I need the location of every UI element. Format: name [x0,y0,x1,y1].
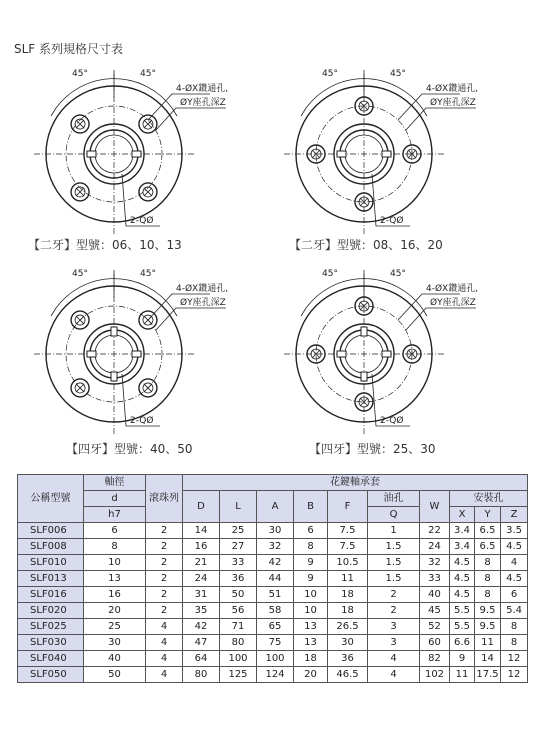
spline-groove [337,151,346,157]
angle-tick [301,108,306,116]
table-cell: 32 [257,539,294,555]
table-cell: 36 [220,571,257,587]
model-cell: SLF016 [18,587,84,603]
angle-label-left: 45° [72,269,88,279]
oil-hole-label: 2-QØ [380,216,404,226]
spec-table [17,474,528,683]
table-cell: 25 [84,619,146,635]
table-cell: 6.5 [475,523,501,539]
table-cell: 1.5 [368,555,420,571]
table-cell: 3.4 [450,539,475,555]
header-D: D [183,491,220,523]
table-cell: 60 [420,635,450,651]
header-L: L [220,491,257,523]
table-cell: 20 [294,667,328,683]
table-cell: 7.5 [328,539,368,555]
model-cell: SLF050 [18,667,84,683]
table-cell: 17.5 [475,667,501,683]
angle-label-right: 45° [140,69,156,79]
diagram-caption: 【四牙】型號：40、50 [66,442,193,456]
flange-diagram-two-hole-a [20,58,280,238]
table-cell: 9 [450,651,475,667]
table-cell: 6.6 [450,635,475,651]
table-cell: 44 [257,571,294,587]
table-cell: 30 [84,635,146,651]
table-cell: 50 [220,587,257,603]
table-cell: 42 [183,619,220,635]
table-cell: 2 [368,587,420,603]
table-cell: 8 [501,619,528,635]
table-cell: 14 [475,651,501,667]
table-cell: 4 [368,667,420,683]
table-row [18,555,528,571]
oil-hole-label: 2-QØ [130,416,154,426]
table-cell: 75 [257,635,294,651]
table-cell: 8 [475,555,501,571]
table-cell: 2 [146,571,183,587]
model-cell: SLF040 [18,651,84,667]
table-cell: 12 [501,651,528,667]
table-cell: 4.5 [450,571,475,587]
diagram-caption: 【四牙】型號：25、30 [309,442,436,456]
table-row [18,667,528,683]
table-cell: 6 [84,523,146,539]
table-cell: 1.5 [368,571,420,587]
table-cell: 35 [183,603,220,619]
counterbore-label: ØY座孔深Z [430,98,476,108]
header-bearing: 花鍵軸承套 [183,475,528,491]
table-cell: 2 [146,587,183,603]
table-cell: 3.4 [450,523,475,539]
table-cell: 2 [146,603,183,619]
spline-groove [111,372,117,381]
table-cell: 26.5 [328,619,368,635]
model-cell: SLF006 [18,523,84,539]
table-row [18,571,528,587]
model-cell: SLF025 [18,619,84,635]
table-cell: 32 [420,555,450,571]
table-cell: 4.5 [450,587,475,603]
table-cell: 4 [368,651,420,667]
table-cell: 16 [84,587,146,603]
counterbore-label: ØY座孔深Z [180,298,226,308]
table-cell: 42 [257,555,294,571]
header-F: F [328,491,368,523]
oil-hole-label: 2-QØ [130,216,154,226]
page-title: SLF 系列規格尺寸表 [14,42,124,56]
model-cell: SLF020 [18,603,84,619]
spline-groove [361,327,367,336]
table-cell: 8 [475,571,501,587]
table-cell: 80 [183,667,220,683]
table-cell: 11 [328,571,368,587]
table-cell: 8 [501,635,528,651]
table-cell: 124 [257,667,294,683]
table-cell: 8 [84,539,146,555]
table-cell: 100 [257,651,294,667]
flange-diagram-two-hole-b [270,58,530,238]
diagram-caption: 【二牙】型號：08、16、20 [289,238,443,252]
angle-tick [51,308,56,316]
table-cell: 14 [183,523,220,539]
header-A: A [257,491,294,523]
table-cell: 27 [220,539,257,555]
table-cell: 1.5 [368,539,420,555]
table-cell: 25 [220,523,257,539]
table-cell: 10 [294,587,328,603]
table-cell: 18 [328,603,368,619]
table-cell: 4 [501,555,528,571]
spline-groove [87,351,96,357]
table-row [18,635,528,651]
table-cell: 8 [294,539,328,555]
table-row [18,539,528,555]
table-row [18,587,528,603]
header-h7: h7 [84,507,146,523]
header-W: W [420,491,450,523]
table-cell: 33 [420,571,450,587]
table-cell: 4 [146,667,183,683]
diagram-caption: 【二牙】型號：06、10、13 [28,238,182,252]
header-Z: Z [501,507,528,523]
table-cell: 10 [84,555,146,571]
spline-groove [132,351,141,357]
table-cell: 36 [328,651,368,667]
table-cell: 125 [220,667,257,683]
header-balls: 滾珠列 [146,475,183,523]
table-row [18,619,528,635]
table-cell: 33 [220,555,257,571]
table-cell: 6 [294,523,328,539]
table-row [18,651,528,667]
oil-hole-label: 2-QØ [380,416,404,426]
table-cell: 7.5 [328,523,368,539]
table-cell: 22 [420,523,450,539]
table-cell: 24 [183,571,220,587]
table-cell: 5.5 [450,619,475,635]
table-cell: 12 [501,667,528,683]
header-oil: 油孔 [368,491,420,507]
table-cell: 30 [328,635,368,651]
flange-diagram-four-hole-b [270,258,530,438]
table-cell: 24 [420,539,450,555]
spline-groove [382,151,391,157]
table-row [18,523,528,539]
table-cell: 3.5 [501,523,528,539]
hole-label: 4-ØX鑽通孔, [426,284,479,294]
hole-label: 4-ØX鑽通孔, [176,284,229,294]
header-B: B [294,491,328,523]
table-cell: 5.4 [501,603,528,619]
table-cell: 9 [294,555,328,571]
table-cell: 82 [420,651,450,667]
table-cell: 46.5 [328,667,368,683]
table-cell: 100 [220,651,257,667]
table-row [18,603,528,619]
table-cell: 65 [257,619,294,635]
table-cell: 4 [146,619,183,635]
table-cell: 9 [294,571,328,587]
angle-label-right: 45° [390,69,406,79]
table-cell: 31 [183,587,220,603]
table-cell: 21 [183,555,220,571]
table-cell: 52 [420,619,450,635]
table-cell: 6 [501,587,528,603]
table-cell: 20 [84,603,146,619]
table-cell: 16 [183,539,220,555]
header-shaft: 軸徑 [84,475,146,491]
hole-label: 4-ØX鑽通孔, [426,84,479,94]
header-Y: Y [475,507,501,523]
model-cell: SLF008 [18,539,84,555]
angle-tick [301,308,306,316]
table-cell: 10 [294,603,328,619]
header-X: X [450,507,475,523]
table-cell: 71 [220,619,257,635]
table-cell: 45 [420,603,450,619]
angle-label-right: 45° [140,269,156,279]
counterbore-label: ØY座孔深Z [430,298,476,308]
table-cell: 51 [257,587,294,603]
spline-groove [382,351,391,357]
table-cell: 30 [257,523,294,539]
table-cell: 5.5 [450,603,475,619]
table-cell: 64 [183,651,220,667]
table-cell: 2 [146,523,183,539]
table-cell: 4.5 [501,571,528,587]
table-cell: 40 [84,651,146,667]
angle-label-left: 45° [322,69,338,79]
model-cell: SLF010 [18,555,84,571]
table-cell: 18 [294,651,328,667]
table-cell: 4.5 [450,555,475,571]
table-cell: 10.5 [328,555,368,571]
table-cell: 80 [220,635,257,651]
model-cell: SLF013 [18,571,84,587]
table-cell: 18 [328,587,368,603]
table-cell: 2 [368,603,420,619]
spline-groove [111,327,117,336]
table-cell: 2 [146,555,183,571]
flange-diagram-four-hole-a [20,258,280,438]
spline-groove [87,151,96,157]
hole-label: 4-ØX鑽通孔, [176,84,229,94]
counterbore-label: ØY座孔深Z [180,98,226,108]
table-cell: 50 [84,667,146,683]
table-cell: 102 [420,667,450,683]
table-cell: 58 [257,603,294,619]
table-cell: 47 [183,635,220,651]
table-cell: 13 [84,571,146,587]
table-cell: 3 [368,635,420,651]
table-cell: 1 [368,523,420,539]
table-cell: 4 [146,651,183,667]
table-cell: 40 [420,587,450,603]
spline-groove [361,372,367,381]
table-cell: 8 [475,587,501,603]
table-cell: 2 [146,539,183,555]
table-cell: 4.5 [501,539,528,555]
table-cell: 56 [220,603,257,619]
angle-label-right: 45° [390,269,406,279]
table-cell: 6.5 [475,539,501,555]
table-cell: 4 [146,635,183,651]
table-cell: 13 [294,619,328,635]
spline-groove [337,351,346,357]
table-cell: 9.5 [475,619,501,635]
spline-groove [132,151,141,157]
table-cell: 9.5 [475,603,501,619]
table-cell: 13 [294,635,328,651]
angle-tick [51,108,56,116]
angle-label-left: 45° [72,69,88,79]
header-model: 公稱型號 [18,475,84,523]
header-mount: 安裝孔 [450,491,528,507]
angle-label-left: 45° [322,269,338,279]
header-d: d [84,491,146,507]
table-cell: 11 [450,667,475,683]
header-Q: Q [368,507,420,523]
model-cell: SLF030 [18,635,84,651]
table-cell: 11 [475,635,501,651]
table-cell: 3 [368,619,420,635]
